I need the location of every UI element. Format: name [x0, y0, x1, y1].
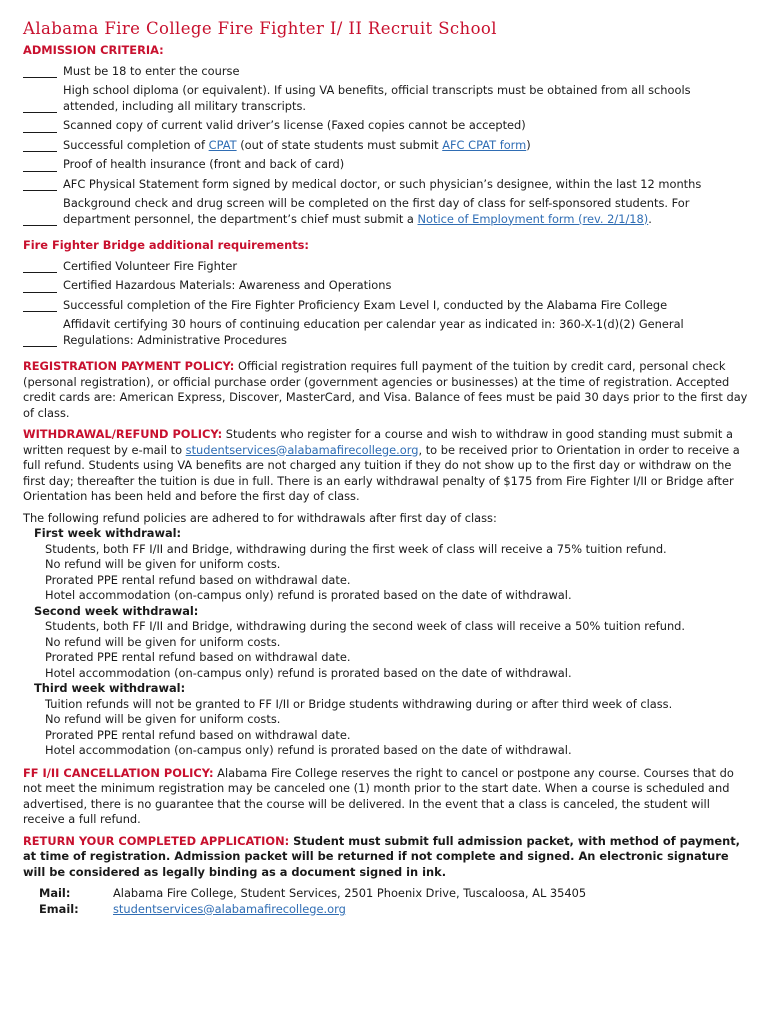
refund-intro: The following refund policies are adhered to for withdrawals after first day of class: [23, 510, 497, 525]
refund-line: Prorated PPE rental refund based on withdrawal date. [45, 650, 351, 664]
criteria-item: Must be 18 to enter the course [23, 64, 748, 80]
return-application: RETURN YOUR COMPLETED APPLICATION: Student must submit full admission packet, with method of payment, at time of registration. Admission packet will be returned if not complete and signed. An electronic signature will be considered as legally binding as a document signed in ink. [23, 833, 741, 879]
email-label: Email: [39, 901, 79, 916]
criteria-item: Scanned copy of current valid driver’s license (Faxed copies cannot be accepted) [23, 118, 748, 134]
checkbox-blank-line[interactable] [23, 111, 57, 113]
checkbox-blank-line[interactable] [23, 291, 57, 293]
contact-email [39, 902, 748, 918]
checkbox-blank-line[interactable] [23, 271, 57, 273]
week-heading: First week withdrawal: [34, 526, 182, 540]
return-application-label: RETURN YOUR COMPLETED APPLICATION: [23, 833, 290, 848]
refund-line: No refund will be given for uniform costs. [45, 557, 281, 571]
criteria-item: Proof of health insurance (front and back of card) [23, 157, 748, 173]
checkbox-blank-line[interactable] [23, 170, 57, 172]
criteria-item: AFC Physical Statement form signed by medical doctor, or such physician’s designee, within the last 12 months [23, 177, 748, 193]
criteria-item: Background check and drug screen will be completed on the first day of class for self-sponsored students. For department personnel, the department’s chief must submit a Notice of Employment form (rev. 2/1/18). [23, 196, 748, 227]
student-services-email-link[interactable]: studentservices@alabamafirecollege.org [185, 442, 419, 457]
document-title: Alabama Fire College Fire Fighter I/ II Recruit School [23, 19, 497, 38]
refund-line: Hotel accommodation (on-campus only) refund is prorated based on the date of withdrawal. [45, 665, 572, 680]
checkbox-blank-line[interactable] [23, 76, 57, 78]
withdrawal-policy-label: WITHDRAWAL/REFUND POLICY: [23, 427, 223, 441]
checkbox-blank-line[interactable] [23, 131, 57, 133]
refund-line: Prorated PPE rental refund based on withdrawal date. [45, 572, 351, 587]
week-heading: Third week withdrawal: [34, 681, 186, 695]
refund-line: Students, both FF I/II and Bridge, withdrawing during the second week of class will receive a 50% tuition refund. [45, 619, 686, 633]
checkbox-blank-line[interactable] [23, 150, 57, 152]
checkbox-blank-line[interactable] [23, 189, 57, 191]
refund-line: Tuition refunds will not be granted to FF I/II or Bridge students withdrawing during or after third week of class. [45, 696, 673, 711]
refund-line: Students, both FF I/II and Bridge, withdrawing during the first week of class will receive a 75% tuition refund. [45, 541, 667, 556]
week-heading: Second week withdrawal: [34, 603, 199, 618]
payment-policy-label: REGISTRATION PAYMENT POLICY: [23, 359, 235, 373]
refund-line: No refund will be given for uniform costs. [45, 712, 281, 726]
refund-policies [23, 511, 748, 759]
checkbox-blank-line[interactable] [23, 310, 57, 312]
contact-mail [39, 886, 748, 902]
cpat-link[interactable]: CPAT [208, 137, 237, 152]
bridge-item: Successful completion of the Fire Fighter Proficiency Exam Level I, conducted by the Alabama Fire College [23, 298, 748, 314]
notice-of-employment-link[interactable]: Notice of Employment form (rev. 2/1/18) [417, 211, 649, 226]
bridge-item: Certified Volunteer Fire Fighter [23, 259, 748, 275]
bridge-requirements-heading: Fire Fighter Bridge additional requirements: [23, 238, 309, 252]
contact-email-link[interactable]: studentservices@alabamafirecollege.org [113, 901, 346, 916]
cancellation-policy: FF I/II CANCELLATION POLICY: Alabama Fire College reserves the right to cancel or postpone any course. Courses that do not meet the minimum registration may be canceled one (1) month prior to the start date. When a course is scheduled and advertised, there is no guarantee that the course will be delivered. In the event that a class is canceled, the student will receive a full refund. [23, 765, 734, 826]
criteria-item: High school diploma (or equivalent). If using VA benefits, official transcripts must be obtained from all schools attended, including all military transcripts. [23, 83, 748, 114]
admission-criteria-heading: ADMISSION CRITERIA: [23, 43, 164, 57]
mail-address: Alabama Fire College, Student Services, 2501 Phoenix Drive, Tuscaloosa, AL 35405 [113, 886, 587, 900]
refund-line: No refund will be given for uniform costs. [45, 634, 281, 649]
criteria-item: Successful completion of CPAT (out of state students must submit AFC CPAT form) [23, 138, 748, 154]
bridge-item: Certified Hazardous Materials: Awareness and Operations [23, 278, 748, 294]
checkbox-blank-line[interactable] [23, 345, 57, 347]
payment-policy: REGISTRATION PAYMENT POLICY: Official registration requires full payment of the tuition by credit card, personal check (personal registration), or official purchase order (government agencies or businesses) at the time of registration. Accepted credit cards are: American Express, Discover, MasterCard, and Visa. Balance of fees must be paid 30 days prior to the first day of class. [23, 359, 748, 420]
withdrawal-policy: WITHDRAWAL/REFUND POLICY: Students who register for a course and wish to withdraw in good standing must submit a written request by e-mail to studentservices@alabamafirecollege.org, to be received prior to Orientation in order to receive a full refund. Students using VA benefits are not charged any tuition if they do not show up to the first day or withdraw on the first day; thereafter the tuition is due in full. There is an early withdrawal penalty of $175 from Fire Fighter I/II or Bridge after Orientation has been held and before the first day of class. [23, 427, 740, 503]
document-page [23, 17, 748, 917]
afc-cpat-form-link[interactable]: AFC CPAT form [442, 137, 527, 152]
mail-label: Mail: [39, 886, 71, 900]
cancellation-policy-label: FF I/II CANCELLATION POLICY: [23, 765, 214, 780]
refund-line: Prorated PPE rental refund based on withdrawal date. [45, 727, 351, 742]
refund-line: Hotel accommodation (on-campus only) refund is prorated based on the date of withdrawal. [45, 588, 572, 602]
checkbox-blank-line[interactable] [23, 224, 57, 226]
refund-line: Hotel accommodation (on-campus only) refund is prorated based on the date of withdrawal. [45, 743, 572, 757]
bridge-item: Affidavit certifying 30 hours of continuing education per calendar year as indicated in: 360-X-1(d)(2) General Regulations: Administrative Procedures [23, 317, 748, 348]
